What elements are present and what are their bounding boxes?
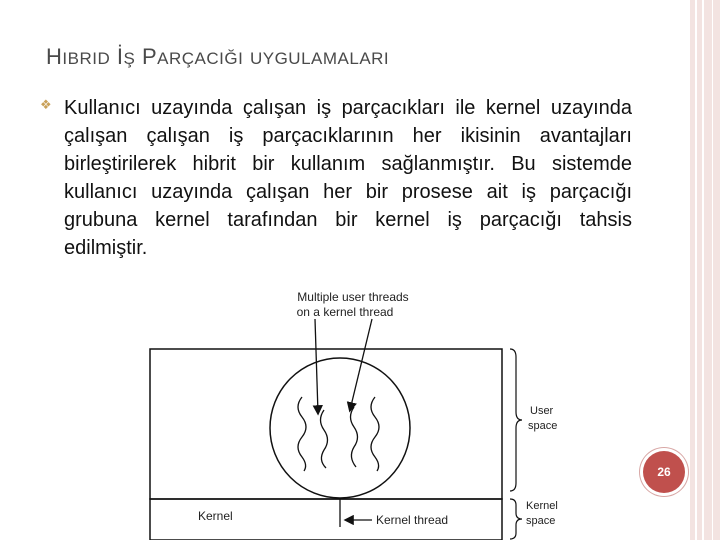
kernel-space-label-2: space [526, 515, 556, 527]
user-thread [351, 407, 358, 467]
kernel-label: Kernel [198, 509, 233, 523]
user-space-label-1: User [530, 405, 554, 417]
slide-title: HIBRID İŞ PARÇACIĞI UYGULAMALARI [46, 44, 390, 69]
right-decorative-border [690, 0, 720, 540]
user-thread [298, 397, 306, 471]
user-thread [371, 397, 379, 471]
user-thread [321, 410, 328, 468]
caption-arrow [315, 319, 318, 413]
bullet-item [40, 94, 632, 262]
border-stripe [712, 0, 713, 540]
border-stripe [695, 0, 697, 540]
user-space-brace [510, 349, 522, 491]
caption-line-1: Multiple user threads [297, 290, 409, 304]
user-space-label-2: space [528, 420, 558, 432]
process-circle [270, 358, 410, 498]
bullet-text: Kullanıcı uzayında çalışan iş parçacıkları ile kernel uzayında çalışan çalışan iş parçacıklarının her ikisinin avantajları birleştirilerek hibrit bir kullanım sağlanmıştır. Bu sistemde kullanıcı uzayında çalışan her bir prosese ait iş parçacığı grubuna kernel tarafından bir kernel iş parçacığı tahsis edilmiştir. [64, 97, 632, 259]
kernel-thread-label: Kernel thread [376, 513, 449, 527]
border-stripe [702, 0, 704, 540]
user-space-box [150, 349, 502, 499]
bullet-icon: ❖ [40, 97, 52, 112]
hybrid-thread-diagram [140, 285, 570, 540]
page-number-badge: 26 [643, 451, 685, 493]
kernel-space-brace [510, 499, 522, 539]
caption-line-2: on a kernel thread [296, 305, 394, 319]
kernel-space-label-1: Kernel [526, 500, 558, 512]
